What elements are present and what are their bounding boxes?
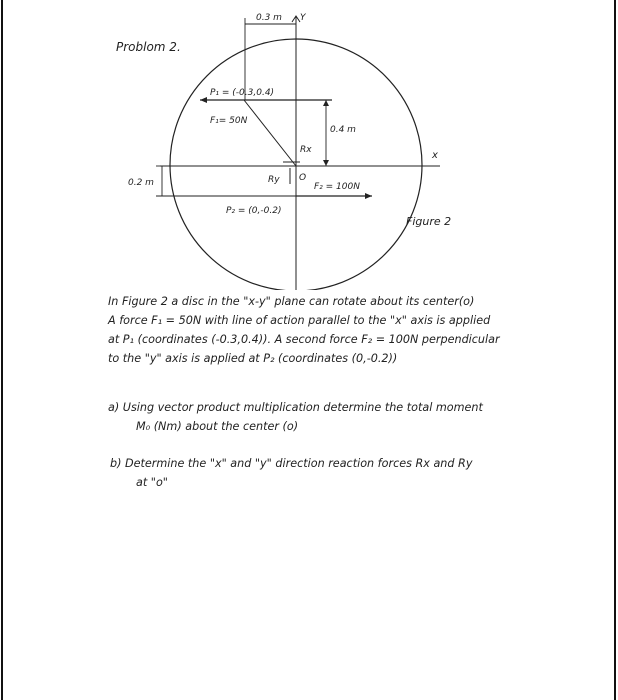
y-axis-label: Y — [300, 13, 306, 23]
f1-label: F₁= 50N — [210, 116, 248, 126]
rx-label: Rx — [300, 145, 312, 155]
p1-label: P₁ = (-0.3,0.4) — [210, 88, 275, 98]
f1-arrowhead — [200, 97, 207, 103]
dim-04-arrow-bottom — [323, 160, 329, 166]
x-axis-label: x — [432, 150, 438, 161]
ry-label: Ry — [268, 175, 280, 185]
problem-statement — [108, 292, 598, 368]
question-b-line-2: at "o" — [136, 476, 168, 489]
question-b-line-1: b) Determine the "x" and "y" direction reaction forces Rx and Ry — [110, 457, 473, 470]
figure-2-diagram — [0, 0, 618, 290]
radius-line — [244, 100, 296, 166]
origin-label: O — [299, 173, 307, 183]
statement-line-1: In Figure 2 a disc in the "x-y" plane can rotate about its center(o) — [108, 295, 475, 308]
dim-04-label: 0.4 m — [330, 125, 356, 135]
statement-line-2: A force F₁ = 50N with line of action parallel to the "x" axis is applied — [108, 314, 491, 327]
question-a-line-2: M₀ (Nm) about the center (o) — [136, 420, 299, 433]
problem-title: Problom 2. — [116, 40, 181, 54]
f2-arrowhead — [365, 193, 372, 199]
question-b — [110, 454, 472, 492]
dim-03-label: 0.3 m — [256, 13, 282, 23]
statement-line-3: at P₁ (coordinates (-0.3,0.4)). A second force F₂ = 100N perpendicular — [108, 333, 500, 346]
dim-02-label: 0.2 m — [128, 178, 154, 188]
figure-caption: Figure 2 — [406, 215, 452, 228]
f2-label: F₂ = 100N — [314, 182, 360, 192]
p2-label: P₂ = (0,-0.2) — [226, 206, 282, 216]
statement-line-4: to the "y" axis is applied at P₂ (coordinates (0,-0.2)) — [108, 352, 398, 365]
dim-04-arrow-top — [323, 100, 329, 106]
question-a-line-1: a) Using vector product multiplication determine the total moment — [108, 401, 483, 414]
question-a — [108, 398, 483, 436]
